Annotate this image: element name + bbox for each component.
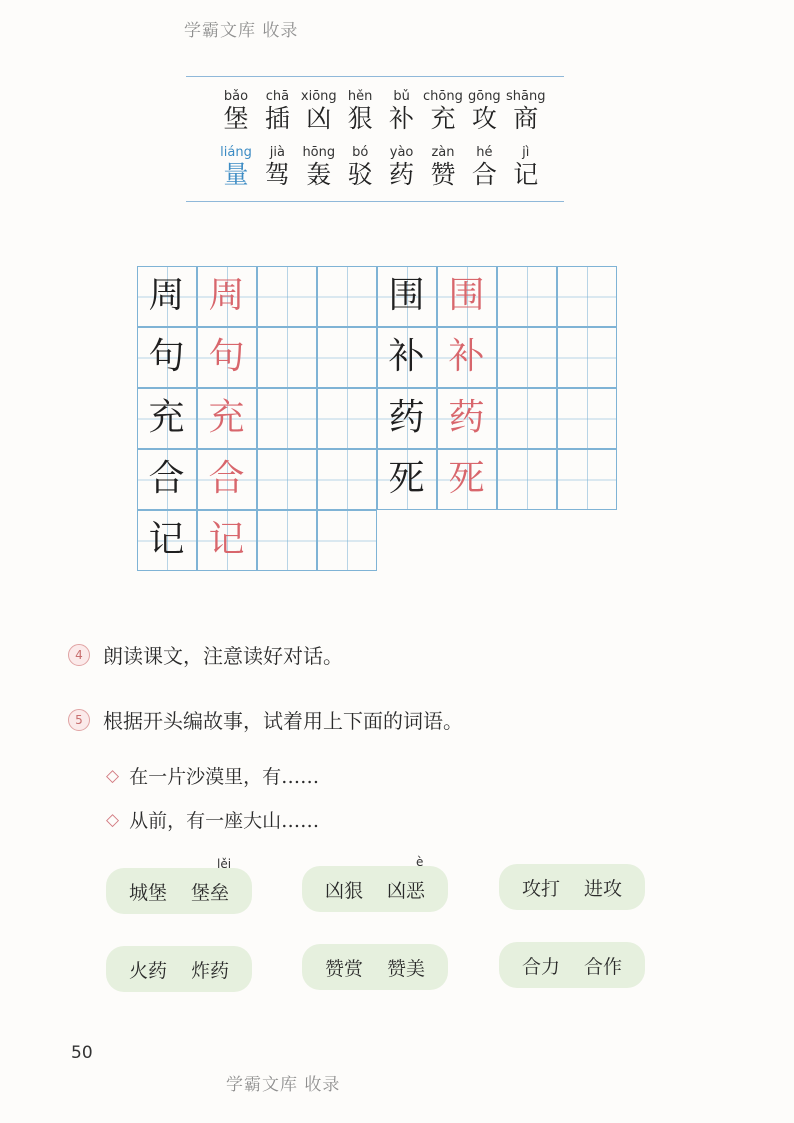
hanzi: 驳 — [347, 160, 373, 189]
pinyin: bǔ — [393, 89, 410, 104]
pinyin: hé — [476, 145, 493, 160]
exercise-number-badge: 4 — [68, 644, 90, 666]
exercise-text: 根据开头编故事，试着用上下面的词语。 — [103, 709, 463, 733]
word: 合作 — [584, 955, 623, 978]
writing-grid — [137, 266, 617, 571]
word: 攻打 — [521, 877, 560, 900]
hanzi: 攻 — [471, 104, 497, 133]
practice-cell — [317, 510, 377, 571]
word: 堡垒 — [191, 881, 230, 904]
vocab-item — [382, 89, 422, 133]
practice-cell — [557, 266, 617, 327]
model-char: 记 — [137, 510, 197, 571]
prompt-text: 在一片沙漠里，有…… — [129, 766, 320, 788]
word-with-pinyin — [387, 854, 426, 903]
practice-cell — [257, 327, 317, 388]
pinyin: jì — [522, 145, 530, 160]
model-char: 死 — [377, 449, 437, 510]
word: 赞美 — [387, 957, 426, 980]
model-char: 围 — [377, 266, 437, 327]
vocab-item — [464, 145, 504, 189]
vocab-row-1 — [216, 89, 547, 133]
hanzi: 药 — [389, 160, 415, 189]
vocab-item — [340, 145, 380, 189]
vocab-item-highlighted — [216, 145, 256, 189]
pinyin: gōng — [467, 89, 501, 104]
vocabulary-box — [186, 76, 564, 202]
pinyin: chōng — [423, 89, 463, 104]
word: 凶狠 — [324, 879, 363, 902]
watermark-top: 学霸文库 收录 — [184, 21, 299, 41]
story-prompt — [106, 762, 319, 789]
pinyin-annotation: è — [416, 854, 424, 869]
word-card — [302, 854, 448, 912]
hanzi: 堡 — [223, 104, 249, 133]
vocab-item — [506, 89, 546, 133]
model-char: 充 — [137, 388, 197, 449]
hanzi: 量 — [223, 160, 249, 189]
practice-cell — [497, 449, 557, 510]
prompt-text: 从前，有一座大山…… — [129, 810, 320, 832]
trace-char: 合 — [197, 449, 257, 510]
vocab-row-2 — [216, 145, 547, 189]
practice-cell — [497, 327, 557, 388]
vocab-item — [464, 89, 504, 133]
word-card — [106, 946, 252, 992]
vocab-item — [506, 145, 546, 189]
diamond-icon: ◇ — [106, 809, 120, 830]
exercise-5 — [68, 705, 463, 734]
word-card — [302, 944, 448, 990]
word: 合力 — [521, 955, 560, 978]
word: 凶恶 — [387, 879, 426, 902]
practice-cell — [317, 327, 377, 388]
exercise-number-badge: 5 — [68, 709, 90, 731]
model-char: 句 — [137, 327, 197, 388]
vocab-item — [299, 145, 339, 189]
word-card — [499, 942, 645, 988]
word-card — [106, 856, 252, 914]
practice-cell — [557, 388, 617, 449]
pinyin: hěn — [347, 89, 373, 104]
practice-cell — [257, 266, 317, 327]
model-char: 合 — [137, 449, 197, 510]
hanzi: 驾 — [264, 160, 290, 189]
trace-char: 围 — [437, 266, 497, 327]
word: 火药 — [128, 959, 167, 982]
vocab-item — [423, 89, 463, 133]
vocab-item — [340, 89, 380, 133]
word: 进攻 — [584, 877, 623, 900]
hanzi: 商 — [513, 104, 539, 133]
hanzi: 赞 — [430, 160, 456, 189]
model-char: 补 — [377, 327, 437, 388]
practice-cell — [557, 449, 617, 510]
pinyin: xiōng — [300, 89, 337, 104]
model-char: 周 — [137, 266, 197, 327]
practice-cell — [317, 449, 377, 510]
practice-cell — [257, 449, 317, 510]
story-prompt — [106, 806, 319, 833]
pinyin: jià — [269, 145, 285, 160]
pinyin: chā — [265, 89, 290, 104]
word: 城堡 — [128, 881, 167, 904]
vocab-item — [216, 89, 256, 133]
word-with-pinyin — [191, 856, 232, 905]
trace-char: 充 — [197, 388, 257, 449]
hanzi: 记 — [513, 160, 539, 189]
empty-space — [557, 510, 617, 571]
practice-cell — [257, 510, 317, 571]
word: 赞赏 — [324, 957, 363, 980]
empty-space — [377, 510, 437, 571]
pinyin: bó — [352, 145, 369, 160]
pinyin: liáng — [220, 145, 252, 160]
hanzi: 合 — [471, 160, 497, 189]
model-char: 药 — [377, 388, 437, 449]
page-number: 50 — [71, 1043, 93, 1063]
vocab-item — [423, 145, 463, 189]
trace-char: 记 — [197, 510, 257, 571]
pinyin-annotation: lěi — [217, 856, 232, 871]
word: 炸药 — [191, 959, 230, 982]
vocab-item — [257, 145, 297, 189]
trace-char: 补 — [437, 327, 497, 388]
hanzi: 凶 — [306, 104, 332, 133]
vocab-item — [257, 89, 297, 133]
watermark-bottom: 学霸文库 收录 — [226, 1075, 341, 1095]
pinyin: yào — [389, 145, 414, 160]
practice-cell — [317, 388, 377, 449]
practice-cell — [497, 266, 557, 327]
empty-space — [497, 510, 557, 571]
practice-cell — [557, 327, 617, 388]
empty-space — [437, 510, 497, 571]
vocab-item — [382, 145, 422, 189]
pinyin: zàn — [431, 145, 455, 160]
hanzi: 充 — [430, 104, 456, 133]
pinyin: hōng — [302, 145, 336, 160]
practice-cell — [317, 266, 377, 327]
vocab-item — [299, 89, 339, 133]
trace-char: 周 — [197, 266, 257, 327]
pinyin: shāng — [505, 89, 546, 104]
trace-char: 药 — [437, 388, 497, 449]
exercise-text: 朗读课文，注意读好对话。 — [103, 644, 343, 668]
practice-cell — [497, 388, 557, 449]
trace-char: 死 — [437, 449, 497, 510]
pinyin: bǎo — [223, 89, 249, 104]
hanzi: 补 — [389, 104, 415, 133]
hanzi: 轰 — [306, 160, 332, 189]
word-card — [499, 864, 645, 910]
practice-cell — [257, 388, 317, 449]
hanzi: 狠 — [347, 104, 373, 133]
diamond-icon: ◇ — [106, 765, 120, 786]
exercise-4 — [68, 640, 343, 669]
trace-char: 句 — [197, 327, 257, 388]
hanzi: 插 — [264, 104, 290, 133]
